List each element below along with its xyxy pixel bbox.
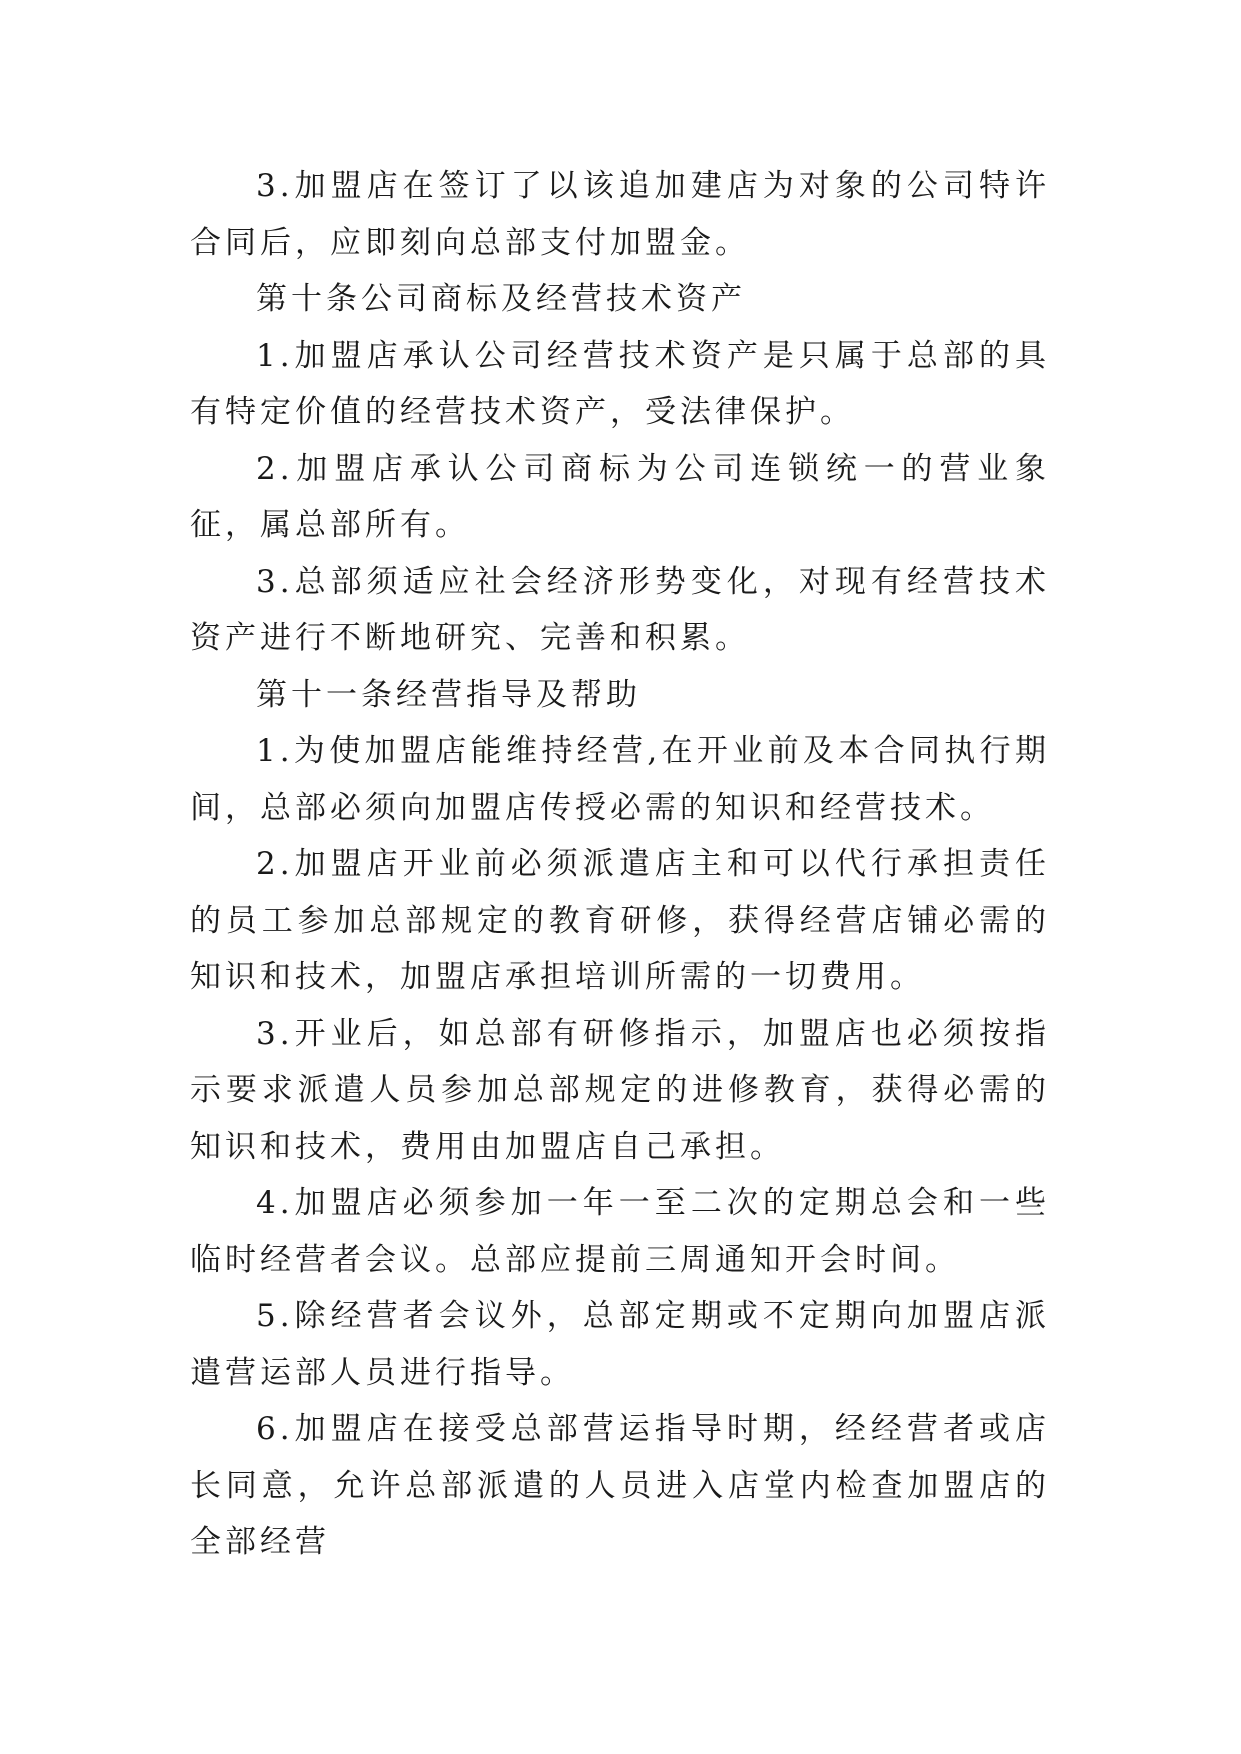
- paragraph-clause-11-4: 4.加盟店必须参加一年一至二次的定期总会和一些临时经营者会议。总部应提前三周通知开会时间。: [190, 1185, 1050, 1278]
- paragraph-clause-11-5: 5.除经营者会议外，总部定期或不定期向加盟店派遣营运部人员进行指导。: [190, 1298, 1050, 1391]
- heading-article-11: 第十一条经营指导及帮助: [256, 676, 641, 713]
- paragraph-clause-10-2: 2.加盟店承认公司商标为公司连锁统一的营业象征，属总部所有。: [190, 450, 1050, 543]
- paragraph-clause-11-2: 2.加盟店开业前必须派遣店主和可以代行承担责任的员工参加总部规定的教育研修，获得经营店铺必需的知识和技术，加盟店承担培训所需的一切费用。: [190, 846, 1050, 995]
- paragraph-clause-11-6: 6.加盟店在接受总部营运指导时期，经经营者或店长同意，允许总部派遣的人员进入店堂内检查加盟店的全部经营: [190, 1411, 1050, 1560]
- paragraph-clause-11-1: 1.为使加盟店能维持经营,在开业前及本合同执行期间，总部必须向加盟店传授必需的知识和经营技术。: [190, 733, 1050, 826]
- document-body: [190, 158, 1050, 1571]
- paragraph-clause-10-3: 3.总部须适应社会经济形势变化，对现有经营技术资产进行不断地研究、完善和积累。: [190, 563, 1050, 656]
- paragraph-clause-11-3: 3.开业后，如总部有研修指示，加盟店也必须按指示要求派遣人员参加总部规定的进修教育，获得必需的知识和技术，费用由加盟店自己承担。: [190, 1015, 1050, 1165]
- paragraph-clause-9-3: 3.加盟店在签订了以该追加建店为对象的公司特许合同后，应即刻向总部支付加盟金。: [190, 168, 1050, 261]
- paragraph-clause-10-1: 1.加盟店承认公司经营技术资产是只属于总部的具有特定价值的经营技术资产，受法律保护。: [190, 337, 1050, 430]
- heading-article-10: 第十条公司商标及经营技术资产: [256, 281, 746, 317]
